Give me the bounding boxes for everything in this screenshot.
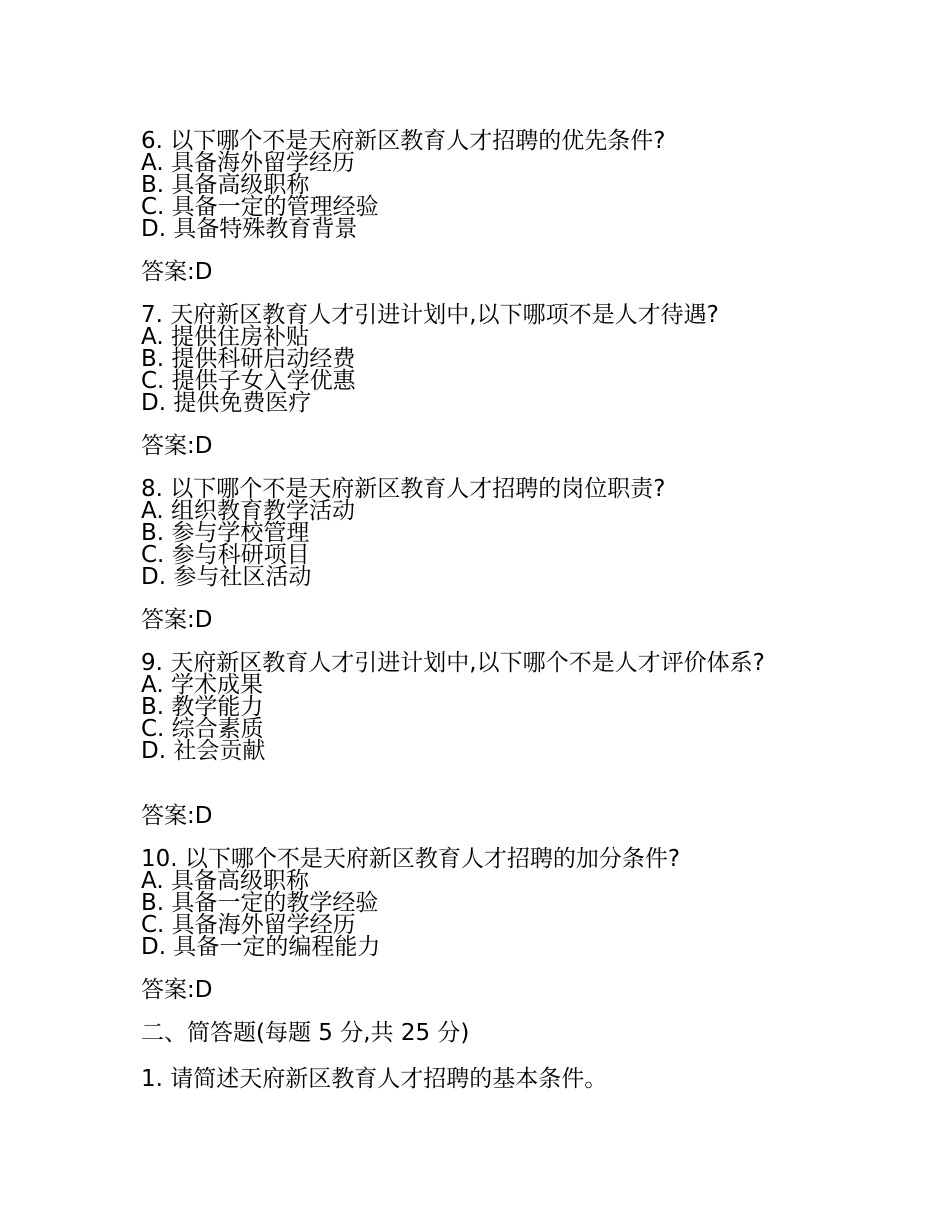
option-a: A. 具备海外留学经历: [141, 150, 355, 176]
answer-10: 答案:D: [141, 977, 213, 1003]
option-d: D. 提供免费医疗: [141, 390, 312, 416]
answer-7: 答案:D: [141, 433, 213, 459]
option-a: A. 具备高级职称: [141, 868, 309, 894]
option-b: B. 提供科研启动经费: [141, 346, 356, 372]
option-c: C. 具备一定的管理经验: [141, 194, 379, 220]
answer-6: 答案:D: [141, 259, 213, 285]
option-d: D. 参与社区活动: [141, 564, 312, 590]
option-a: A. 学术成果: [141, 672, 263, 698]
question-stem: 7. 天府新区教育人才引进计划中,以下哪项不是人才待遇?: [141, 302, 719, 328]
option-d: D. 具备特殊教育背景: [141, 216, 358, 242]
question-9: [141, 652, 821, 762]
question-10: [141, 848, 821, 958]
option-b: B. 参与学校管理: [141, 520, 310, 546]
option-c: C. 参与科研项目: [141, 542, 310, 568]
answer-9: 答案:D: [141, 803, 213, 829]
question-stem: 9. 天府新区教育人才引进计划中,以下哪个不是人才评价体系?: [141, 650, 765, 676]
question-stem: 8. 以下哪个不是天府新区教育人才招聘的岗位职责?: [141, 476, 666, 502]
option-c: C. 提供子女入学优惠: [141, 368, 356, 394]
question-stem: 6. 以下哪个不是天府新区教育人才招聘的优先条件?: [141, 128, 666, 154]
option-b: B. 具备高级职称: [141, 172, 310, 198]
option-d: D. 社会贡献: [141, 738, 266, 764]
answer-8: 答案:D: [141, 607, 213, 633]
option-a: A. 组织教育教学活动: [141, 498, 355, 524]
option-b: B. 具备一定的教学经验: [141, 890, 379, 916]
short-answer-question-1: 1. 请简述天府新区教育人才招聘的基本条件。: [141, 1066, 608, 1092]
option-c: C. 综合素质: [141, 716, 264, 742]
option-a: A. 提供住房补贴: [141, 324, 309, 350]
question-8: [141, 478, 821, 588]
section-heading: 二、简答题(每题 5 分,共 25 分): [141, 1020, 470, 1046]
question-7: [141, 304, 821, 414]
option-d: D. 具备一定的编程能力: [141, 934, 381, 960]
question-stem: 10. 以下哪个不是天府新区教育人才招聘的加分条件?: [141, 846, 681, 872]
option-c: C. 具备海外留学经历: [141, 912, 356, 938]
question-6: [141, 130, 821, 240]
option-b: B. 教学能力: [141, 694, 264, 720]
